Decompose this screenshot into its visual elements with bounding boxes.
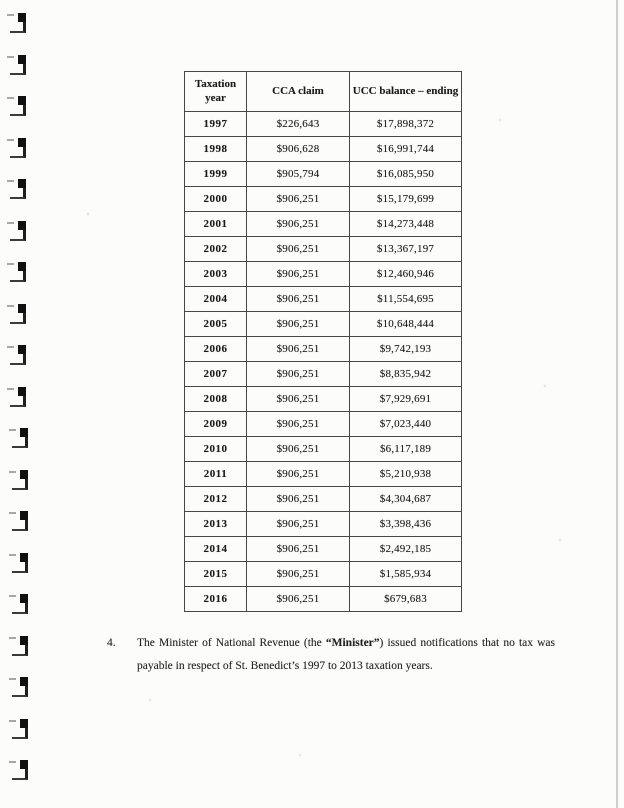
year-cell: 2004 — [185, 287, 247, 312]
spiral-binding-marks — [0, 0, 40, 808]
year-cell: 2014 — [185, 537, 247, 562]
binding-hole-mark — [12, 429, 28, 448]
table-row — [185, 387, 462, 412]
binding-hole-mark — [10, 97, 26, 116]
year-cell: 2006 — [185, 337, 247, 362]
binding-hole-mark — [12, 720, 28, 739]
ucc-balance-cell: $5,210,938 — [350, 462, 462, 487]
binding-hole-mark — [10, 56, 26, 75]
ucc-balance-cell: $15,179,699 — [350, 187, 462, 212]
binding-hole-mark — [12, 761, 28, 780]
ucc-balance-cell: $13,367,197 — [350, 237, 462, 262]
year-cell: 1999 — [185, 162, 247, 187]
table-row — [185, 237, 462, 262]
year-cell: 2000 — [185, 187, 247, 212]
cca-claim-cell: $906,251 — [247, 437, 350, 462]
year-cell: 2015 — [185, 562, 247, 587]
year-cell: 2002 — [185, 237, 247, 262]
binding-hole-mark — [10, 263, 26, 282]
cca-claim-cell: $906,251 — [247, 187, 350, 212]
year-cell: 1998 — [185, 137, 247, 162]
binding-hole-mark — [10, 180, 26, 199]
year-cell: 2005 — [185, 312, 247, 337]
table-row — [185, 262, 462, 287]
paragraph-text — [137, 632, 555, 678]
ucc-balance-cell: $10,648,444 — [350, 312, 462, 337]
cca-claim-cell: $906,251 — [247, 512, 350, 537]
table-row — [185, 337, 462, 362]
table-row — [185, 412, 462, 437]
table-row — [185, 437, 462, 462]
year-cell: 2013 — [185, 512, 247, 537]
year-cell: 2012 — [185, 487, 247, 512]
binding-hole-mark — [12, 595, 28, 614]
paragraph-4 — [107, 632, 555, 678]
year-cell: 2016 — [185, 587, 247, 612]
ucc-balance-cell: $679,683 — [350, 587, 462, 612]
ucc-balance-cell: $1,585,934 — [350, 562, 462, 587]
cca-claim-cell: $906,251 — [247, 362, 350, 387]
binding-hole-mark — [10, 305, 26, 324]
binding-hole-mark — [10, 14, 26, 33]
ucc-balance-cell: $11,554,695 — [350, 287, 462, 312]
ucc-balance-cell: $7,023,440 — [350, 412, 462, 437]
binding-hole-mark — [10, 139, 26, 158]
table-row — [185, 137, 462, 162]
table-row — [185, 487, 462, 512]
binding-hole-mark — [10, 388, 26, 407]
ucc-balance-cell: $9,742,193 — [350, 337, 462, 362]
table-row — [185, 512, 462, 537]
cca-claim-cell: $906,251 — [247, 587, 350, 612]
binding-hole-mark — [12, 637, 28, 656]
ucc-balance-cell: $6,117,189 — [350, 437, 462, 462]
table-row — [185, 187, 462, 212]
binding-hole-mark — [12, 471, 28, 490]
binding-hole-mark — [12, 554, 28, 573]
ucc-balance-cell: $8,835,942 — [350, 362, 462, 387]
table-row — [185, 562, 462, 587]
year-cell: 2009 — [185, 412, 247, 437]
cca-claim-cell: $906,251 — [247, 237, 350, 262]
year-cell: 2010 — [185, 437, 247, 462]
table-row — [185, 162, 462, 187]
cca-claim-cell: $906,251 — [247, 212, 350, 237]
paragraph-text-after: ) issued notifications that no tax was payable in respect of St. Benedict’s 1997 to 2013 taxation years. — [137, 637, 556, 672]
taxation-table — [184, 71, 462, 612]
table-row — [185, 362, 462, 387]
binding-hole-mark — [12, 678, 28, 697]
binding-hole-mark — [10, 346, 26, 365]
year-cell: 2001 — [185, 212, 247, 237]
table-row — [185, 462, 462, 487]
cca-claim-cell: $906,251 — [247, 262, 350, 287]
table-row — [185, 587, 462, 612]
cca-claim-cell: $906,251 — [247, 537, 350, 562]
cca-claim-cell: $906,628 — [247, 137, 350, 162]
binding-hole-mark — [12, 512, 28, 531]
ucc-balance-cell: $14,273,448 — [350, 212, 462, 237]
cca-claim-cell: $905,794 — [247, 162, 350, 187]
binding-hole-mark — [10, 222, 26, 241]
ucc-balance-cell: $16,085,950 — [350, 162, 462, 187]
cca-claim-cell: $906,251 — [247, 412, 350, 437]
ucc-balance-cell: $2,492,185 — [350, 537, 462, 562]
cca-claim-cell: $906,251 — [247, 287, 350, 312]
table-row — [185, 112, 462, 137]
column-header-ucc-balance: UCC balance – ending — [350, 72, 462, 112]
cca-claim-cell: $906,251 — [247, 487, 350, 512]
paragraph-number: 4. — [107, 637, 116, 649]
table-header-row — [185, 72, 462, 112]
column-header-cca-claim: CCA claim — [247, 72, 350, 112]
ucc-balance-cell: $3,398,436 — [350, 512, 462, 537]
year-cell: 2008 — [185, 387, 247, 412]
ucc-balance-cell: $4,304,687 — [350, 487, 462, 512]
table-row — [185, 212, 462, 237]
table-row — [185, 537, 462, 562]
year-cell: 1997 — [185, 112, 247, 137]
ucc-balance-cell: $16,991,744 — [350, 137, 462, 162]
year-cell: 2003 — [185, 262, 247, 287]
year-cell: 2011 — [185, 462, 247, 487]
table-row — [185, 312, 462, 337]
column-header-taxation-year: Taxation year — [185, 72, 247, 112]
ucc-balance-cell: $7,929,691 — [350, 387, 462, 412]
cca-claim-cell: $906,251 — [247, 387, 350, 412]
ucc-balance-cell: $12,460,946 — [350, 262, 462, 287]
cca-claim-cell: $906,251 — [247, 312, 350, 337]
defined-term-minister: “Minister” — [325, 637, 380, 649]
table-row — [185, 287, 462, 312]
year-cell: 2007 — [185, 362, 247, 387]
cca-claim-cell: $226,643 — [247, 112, 350, 137]
cca-claim-cell: $906,251 — [247, 337, 350, 362]
cca-claim-cell: $906,251 — [247, 562, 350, 587]
ucc-balance-cell: $17,898,372 — [350, 112, 462, 137]
scan-edge-line — [616, 0, 618, 808]
cca-claim-cell: $906,251 — [247, 462, 350, 487]
paragraph-text-before: The Minister of National Revenue (the — [137, 637, 326, 649]
